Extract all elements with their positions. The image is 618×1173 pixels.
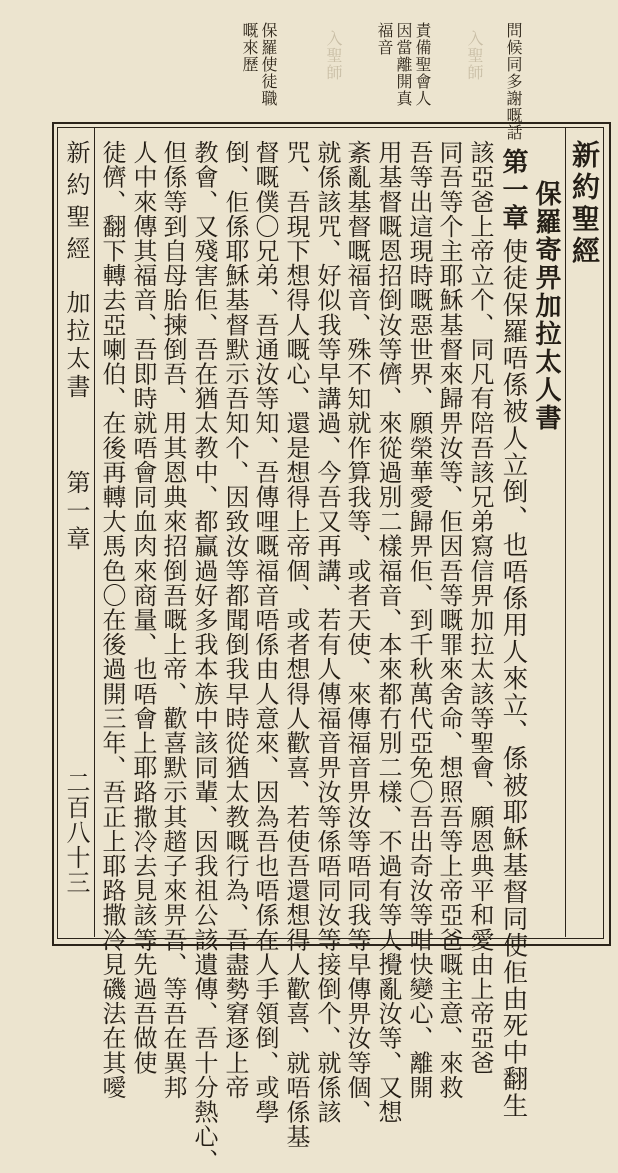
running-head-divider — [94, 127, 95, 937]
margin-note-faint-1: 入聖師 — [465, 30, 484, 81]
running-head-epistle: 加拉太書 — [62, 290, 90, 402]
page-number: 二百八十三 — [62, 770, 90, 895]
body-line: 用基督嘅恩招倒汝等儕、來從過別二樣福音、本來都冇別二樣、不過有等人攪亂汝等、又想 — [374, 140, 402, 1124]
body-line: 就係該咒、好似我等早講過、今吾又再講、若有人傳福音畀汝等係唔同汝等接倒个、就係該 — [313, 140, 341, 1124]
body-line: 人中來傳其福音、吾即時就唔會同血肉來商量、也唔會上耶路撒冷去見該等先過吾做使 — [129, 140, 157, 1075]
body-line: 倒、佢係耶穌基督默示吾知个、因致汝等都聞倒我早時從猶太教嘅行為、吾盡勢窘逐上帝 — [221, 140, 249, 1100]
margin-note-greetings: 問候同多謝嘅話 — [504, 22, 523, 141]
body-line: 同吾等个主耶穌基督來歸畀汝等、佢因吾等嘅罪來舍命、想照吾等上帝亞爸嘅主意、來救 — [435, 140, 463, 1100]
body-line: 該亞爸上帝立个、同凡有陪吾該兄弟寫信畀加拉太該等聖會、願恩典平和愛由上帝亞爸 — [466, 140, 494, 1075]
body-line: 教會、又殘害佢、吾在猶太教中、都贏過好多我本族中該同輩、因我祖公該遺傳、吾十分熱心、 — [190, 140, 218, 1173]
epistle-title: 保羅寄畀加拉太人書 — [531, 180, 561, 432]
body-line: 咒、吾現下想得人嘅心、還是想得上帝個、或者想得人歡喜、若使吾還想得人歡喜、就唔係基 — [282, 140, 310, 1149]
body-line: 徒儕、翻下轉去亞喇伯、在後再轉大馬色〇在後過開三年、吾正上耶路撒冷見磯法在其噯 — [98, 140, 126, 1100]
body-line: 吾等出這現時嘅惡世界、願榮華愛歸畀佢、到千秋萬代亞免〇吾出奇汝等咁快變心、離開 — [405, 140, 433, 1100]
margin-note-faint-2: 入聖師 — [324, 30, 343, 81]
body-line: 但係等到自母胎揀倒吾、用其恩典來招倒吾嘅上帝、歡喜默示其趦子來畀吾、等吾在異邦 — [159, 140, 187, 1100]
running-head-book: 新約聖經 — [62, 140, 90, 268]
chapter-title: 第一章 — [498, 148, 528, 232]
body-line: 紊亂基督嘅福音、殊不知就作算我等、或者天使、來傳福音畀汝等唔同我等早傳畀汝等個、 — [343, 140, 371, 1124]
body-line: 督嘅僕〇兄弟、吾通汝等知、吾傳哩嘅福音唔係由人意來、因為吾也唔係在人手領倒、或學 — [251, 140, 279, 1124]
chapter-first-line: 使徒保羅唔係被人立倒、也唔係用人來立、係被耶穌基督同使佢由死中翻生 — [498, 238, 529, 1120]
title-divider — [565, 127, 566, 937]
margin-note-apostleship: 保羅使徒職嘅來歷 — [240, 22, 278, 107]
book-title: 新約聖經 — [568, 140, 601, 268]
running-head-chapter: 第一章 — [62, 470, 90, 554]
margin-note-rebuke: 責備聖會人因當離開真福音 — [375, 22, 432, 107]
